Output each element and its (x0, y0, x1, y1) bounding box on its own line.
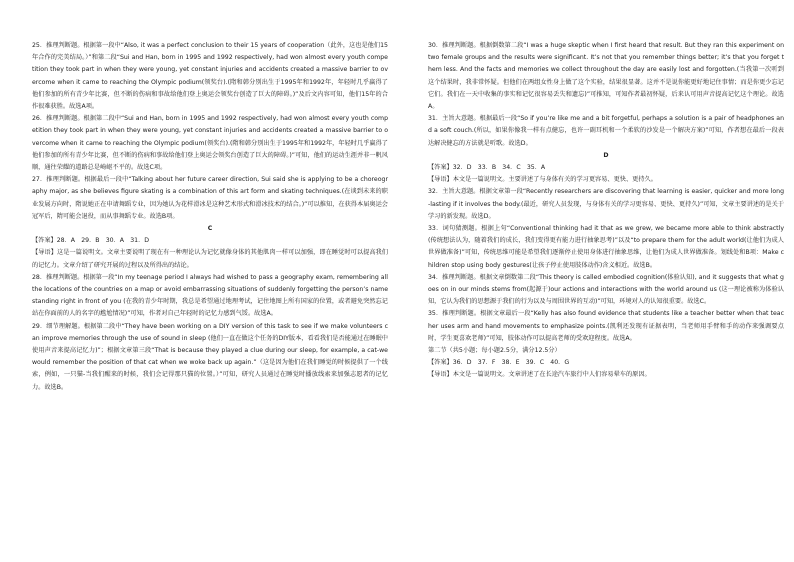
answer-explanation-34: 34．推理判断题。根据文章倒数第二段“This theory is called embodied cognition(体验认知), and it suggests that what goes on in our minds stems from(起源于)our actions and interactions with the world around us (这一理论被称为体验认知，它认为我们的思想源于我们的行为以及与周围世界的互动)”可知，环境对人的认知很重要。故选C。 (428, 273, 784, 306)
section-heading-d: D (603, 151, 609, 159)
answer-explanation-30: 30．推理判断题。根据倒数第二段“I was a huge skeptic when I first heard that result. But they ran this experiment on two female groups and the results were significant. It’s not that you remember things better; it’s that you forget them less. And the facts and memories we collect throughout the day are easily lost and forgotten.(当我第一次听到这个结果时，我非常怀疑。但他们在两组女性身上做了这个实验，结果很显著。这并不是说你能更好地记住事情；而是你更少忘记它们。我们在一天中收集的事实和记忆很容易丢失和遗忘)”可推知，可知作者最初怀疑，后来认可用声音提高记忆这个理论。故选A。 (428, 42, 784, 111)
answer-key-part-two: 【答案】36．D 37．F 38．E 39．C 40．G (428, 359, 570, 367)
answer-explanation-33: 33．词句猜测题。根据上句“Conventional thinking had it that as we grew, we became more able to think abstractly (传统想法认为，随着我们的成长，我们变得更有能力进行抽象思考)”以及“to prepare them for the adult world(让他们为成人世界做准备)”可知，传统思维可能是希望我们逐渐停止使用身体进行抽象思维，让他们为成人世界做准备。划线处和B项：Make children stop using body gestures(让孩子停止使用肢体动作)含义相近。故选B。 (428, 225, 784, 269)
left-column (32, 40, 388, 394)
answer-explanation-26: 26．推理判断题。根据第二段中“Sui and Han, born in 1995 and 1992 respectively, had won almost every youth competition they took part in when they were young, yet constant injuries and accidents created a massive barrier to overcome when it came to reaching the Olympic podium(领奖台).(隋和韩分别出生于1995年和1992年，年轻时几乎赢得了他们参加的所有青少年比赛，但不断的伤病和事故给他们登上奥运会领奖台创造了巨大的障碍。)”可知，他们的运动生涯并非一帆风顺，通往荣耀的道路总是崎岖不平的。故选C项。 (32, 115, 388, 172)
answer-key-c: 【答案】28．A 29．B 30．A 31．D (32, 237, 150, 245)
answer-explanation-31: 31．主旨大意题。根据最后一段“So if you’re like me and a bit forgetful, perhaps a solution is a pair of headphones and a soft couch.(所以，如果你像我一样有点健忘，也许一副耳机和一个柔软的沙发是一个解决方案)”可知，作者想在最后一段表达解决健忘的方法就是听歌。故选D。 (428, 115, 784, 147)
answer-explanation-25: 25．推理判断题。根据第一段中“Also, it was a perfect conclusion to their 15 years of cooperation（此外，这也是他们15年合作的完美结局。）”和第二段“Sui and Han, born in 1995 and 1992 respectively, had won almost every youth competition they took part in when they were young, yet constant injuries and accidents created a massive barrier to overcome when it came to reaching the Olympic podium(领奖台).(隋和韩分别出生于1995年和1992年，年轻时几乎赢得了他们参加的所有青少年比赛，但不断的伤病和事故给他们登上奥运会领奖台创造了巨大的障碍。)”及后文内容可知，他们15年的合作很难获胜。故选A项。 (32, 42, 388, 111)
answer-explanation-27: 27．推理判断题。根据最后一段中“Talking about her future career direction, Sui said she is applying to be a choreography major, as she believes figure skating is a combination of this art form and skating techniques.(在谈到未来的职业发展方向时，隋说她正在申请舞蹈专业，因为她认为花样滑冰是这种艺术形式和滑冰技术的结合。)”可以推知，在获得本届奥运会冠军后，隋可能会退役，而从事舞蹈专业。故选B项。 (32, 176, 388, 220)
answer-key-d: 【答案】32．D 33．B 34．C 35．A (428, 164, 546, 172)
guide-part-two: 【导语】本文是一篇说明文。文章讲述了在长途汽车旅行中人们容易晕车的原因。 (428, 371, 651, 379)
part-two-heading: 第二节（共5小题；每小题2.5分，满分12.5分） (428, 347, 561, 355)
right-column (428, 40, 784, 382)
section-heading-c: C (207, 225, 213, 233)
answer-explanation-35: 35．推理判断题。根据文章最后一段“Kelly has also found evidence that students like a teacher better when that teacher uses arm and hand movements to emphasize points.(凯利还发现有证据表明，当老师用手臂和手的动作来强调要点时，学生更喜欢老师)”可知，肢体动作可以提高老师的受欢迎程度。故选A。 (428, 310, 784, 342)
answer-explanation-28: 28．推理判断题。根据第一段“In my teenage period I always had wished to pass a geography exam, remembering all the locations of the countries on a map or avoid embarrassing situations of suddenly forgetting the person’s name standing right in front of you (在我的青少年时期，我总是希望通过地理考试，记住地图上所有国家的位置，或者避免突然忘记站在你面前的人的名字的尴尬情况)”可知，作者对自己年轻时的记忆力感到气馁。故选A。 (32, 273, 388, 318)
guide-c: 【导语】这是一篇说明文。文章主要说明了现在有一种理论认为记忆就像身体的其他肌肉一样可以加强，即在睡觉时可以提高我们的记忆力。文章介绍了研究开展的过程以及所得出的结论。 (32, 249, 388, 269)
guide-d: 【导语】本文是一篇说明文。主要讲述了与身体有关的学习更容易、更快、更持久。 (428, 176, 657, 184)
answer-explanation-32: 32．主旨大意题。根据文章第一段“Recently researchers are discovering that learning is easier, quicker and more long-lasting if it involves the body.(最近，研究人员发现，与身体有关的学习更容易、更快、更持久)”可知，文章主要讲述的是关于学习的新发现。故选D。 (428, 188, 784, 220)
answer-explanation-29: 29．细节理解题。根据第二段中“They have been working on a DIY version of this task to see if we make volunteers can improve memories through the use of sound in sleep (他们一直在做这个任务的DIY版本，看看我们是否能通过在睡眠中使用声音来提高记忆力)”；根据文章第三段“That is because they played a clue during our sleep, for example, a cat-we would remember the position of that cat when we woke back up again.”（这是因为他们在我们睡觉的时候提供了一个线索，例如，一只猫-当我们醒来的时候，我们会记得那只猫的位置。）”可知，研究人员通过在睡觉时播放线索来加强志愿者的记忆力。故选B。 (32, 322, 388, 391)
